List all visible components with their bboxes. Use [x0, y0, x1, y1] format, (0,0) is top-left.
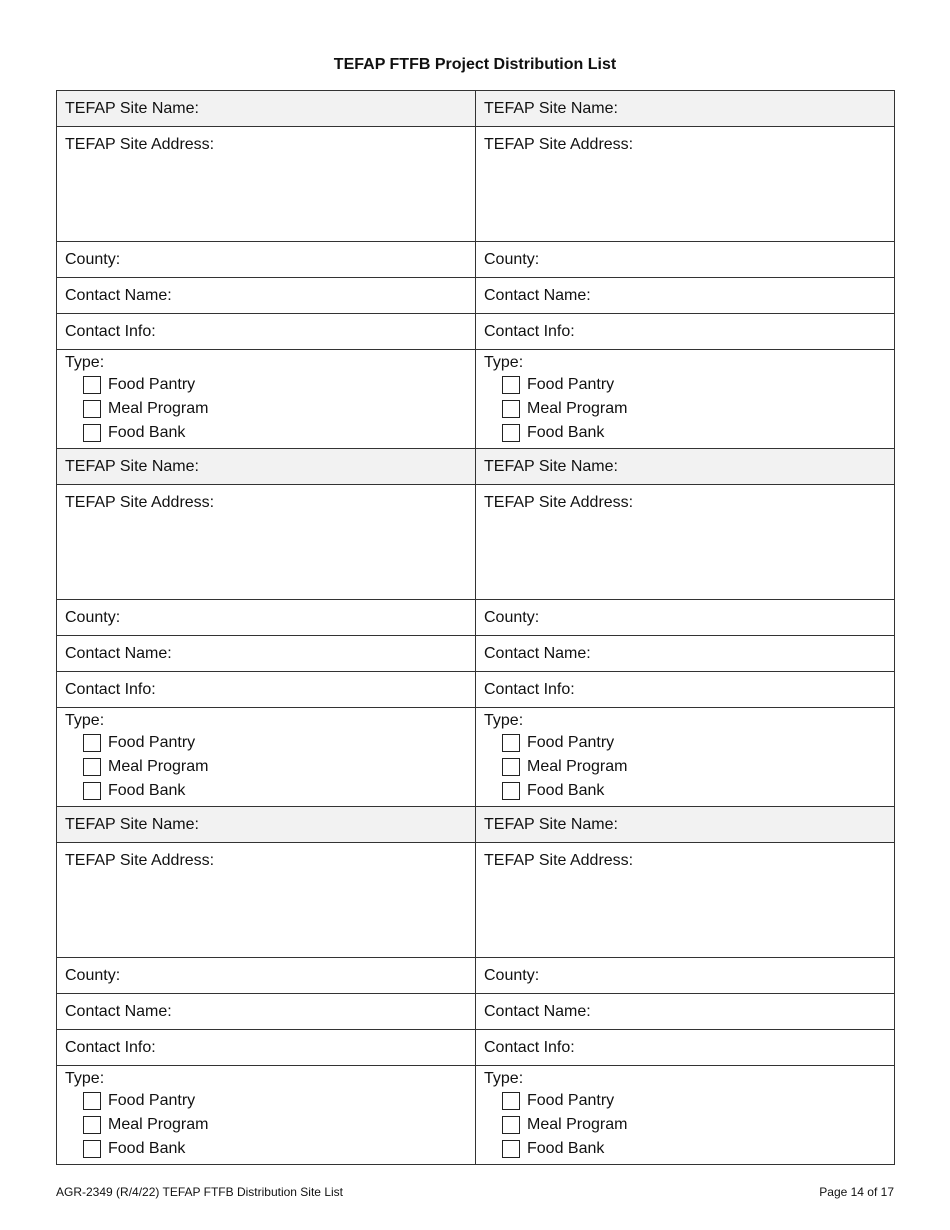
type-row [57, 350, 895, 449]
type-option-meal-program[interactable] [484, 1113, 886, 1137]
type-option-meal-program[interactable] [484, 755, 886, 779]
type-row [57, 1066, 895, 1165]
type-option-meal-program[interactable] [484, 397, 886, 421]
field-label: TEFAP Site Name: [484, 458, 618, 475]
contact-info-field[interactable] [57, 1030, 476, 1066]
contact-name-field[interactable] [476, 278, 895, 314]
food-bank-label: Food Bank [527, 1140, 605, 1157]
distribution-site-table [56, 90, 895, 1165]
county-row [57, 600, 895, 636]
type-option-food-pantry[interactable] [65, 373, 467, 397]
type-option-food-bank[interactable] [484, 1137, 886, 1161]
field-label: Contact Name: [65, 1003, 172, 1020]
field-label: Contact Info: [65, 1039, 156, 1056]
meal-program-label: Meal Program [527, 400, 628, 417]
site-name-row [57, 91, 895, 127]
field-label: County: [484, 967, 540, 984]
food-pantry-checkbox[interactable] [83, 1092, 101, 1110]
site-name-row [57, 807, 895, 843]
field-label: TEFAP Site Address: [484, 852, 634, 869]
county-field[interactable] [57, 600, 476, 636]
type-option-food-pantry[interactable] [484, 1089, 886, 1113]
field-label: TEFAP Site Name: [65, 816, 199, 833]
contact-name-field[interactable] [476, 994, 895, 1030]
food-pantry-checkbox[interactable] [83, 376, 101, 394]
site-address-row [57, 843, 895, 958]
type-label: Type: [484, 354, 524, 371]
contact-name-field[interactable] [57, 994, 476, 1030]
site-address-field[interactable] [476, 127, 895, 242]
contact-info-field[interactable] [57, 672, 476, 708]
county-field[interactable] [57, 958, 476, 994]
type-option-food-bank[interactable] [65, 1137, 467, 1161]
contact-info-field[interactable] [476, 672, 895, 708]
type-option-food-bank[interactable] [484, 421, 886, 445]
meal-program-checkbox[interactable] [83, 758, 101, 776]
food-bank-checkbox[interactable] [83, 782, 101, 800]
type-label: Type: [484, 712, 524, 729]
food-pantry-label: Food Pantry [108, 734, 196, 751]
site-name-field[interactable] [57, 807, 476, 843]
meal-program-checkbox[interactable] [502, 758, 520, 776]
meal-program-checkbox[interactable] [502, 1116, 520, 1134]
site-address-field[interactable] [57, 485, 476, 600]
meal-program-label: Meal Program [108, 400, 209, 417]
food-pantry-label: Food Pantry [527, 1092, 615, 1109]
field-label: County: [65, 609, 121, 626]
site-address-row [57, 127, 895, 242]
type-label: Type: [65, 712, 105, 729]
field-label: TEFAP Site Address: [484, 494, 634, 511]
field-label: TEFAP Site Address: [65, 136, 215, 153]
contact-name-field[interactable] [57, 636, 476, 672]
county-field[interactable] [476, 600, 895, 636]
food-bank-checkbox[interactable] [83, 424, 101, 442]
county-field[interactable] [476, 958, 895, 994]
page-number: Page 14 of 17 [819, 1185, 894, 1199]
food-bank-checkbox[interactable] [502, 1140, 520, 1158]
food-bank-checkbox[interactable] [83, 1140, 101, 1158]
field-label: Contact Name: [65, 645, 172, 662]
type-option-food-bank[interactable] [65, 779, 467, 803]
county-field[interactable] [476, 242, 895, 278]
food-pantry-checkbox[interactable] [502, 734, 520, 752]
food-pantry-label: Food Pantry [527, 376, 615, 393]
field-label: Contact Name: [484, 645, 591, 662]
food-bank-label: Food Bank [527, 782, 605, 799]
field-label: Contact Name: [484, 1003, 591, 1020]
meal-program-checkbox[interactable] [502, 400, 520, 418]
contact-info-field[interactable] [57, 314, 476, 350]
type-option-meal-program[interactable] [65, 755, 467, 779]
food-pantry-checkbox[interactable] [83, 734, 101, 752]
meal-program-label: Meal Program [527, 1116, 628, 1133]
food-pantry-checkbox[interactable] [502, 1092, 520, 1110]
field-label: Contact Info: [65, 681, 156, 698]
type-option-food-pantry[interactable] [484, 373, 886, 397]
site-address-row [57, 485, 895, 600]
food-bank-label: Food Bank [527, 424, 605, 441]
type-row [57, 708, 895, 807]
site-name-row [57, 449, 895, 485]
type-field [57, 350, 476, 449]
type-label: Type: [65, 1070, 105, 1087]
food-pantry-label: Food Pantry [527, 734, 615, 751]
type-field [57, 708, 476, 807]
site-address-field[interactable] [476, 843, 895, 958]
food-pantry-label: Food Pantry [108, 376, 196, 393]
field-label: TEFAP Site Name: [484, 816, 618, 833]
field-label: TEFAP Site Address: [65, 494, 215, 511]
site-address-field[interactable] [57, 843, 476, 958]
site-name-field[interactable] [476, 449, 895, 485]
field-label: County: [65, 251, 121, 268]
meal-program-label: Meal Program [108, 1116, 209, 1133]
site-name-field[interactable] [57, 91, 476, 127]
page-title: TEFAP FTFB Project Distribution List [333, 56, 617, 73]
site-name-field[interactable] [476, 807, 895, 843]
type-option-food-pantry[interactable] [65, 731, 467, 755]
contact-info-field[interactable] [476, 1030, 895, 1066]
field-label: TEFAP Site Address: [484, 136, 634, 153]
county-row [57, 242, 895, 278]
field-label: Contact Name: [65, 287, 172, 304]
food-pantry-checkbox[interactable] [502, 376, 520, 394]
field-label: Contact Info: [484, 681, 575, 698]
contact-name-field[interactable] [57, 278, 476, 314]
field-label: TEFAP Site Address: [65, 852, 215, 869]
contact-name-row [57, 636, 895, 672]
contact-info-row [57, 672, 895, 708]
form-id-footer: AGR-2349 (R/4/22) TEFAP FTFB Distribution Site List [56, 1185, 343, 1199]
type-label: Type: [484, 1070, 524, 1087]
field-label: TEFAP Site Name: [484, 100, 618, 117]
field-label: County: [65, 967, 121, 984]
contact-name-row [57, 994, 895, 1030]
field-label: Contact Info: [484, 323, 575, 340]
food-bank-label: Food Bank [108, 782, 186, 799]
type-option-meal-program[interactable] [65, 1113, 467, 1137]
meal-program-checkbox[interactable] [83, 1116, 101, 1134]
meal-program-checkbox[interactable] [83, 400, 101, 418]
food-bank-label: Food Bank [108, 424, 186, 441]
type-field [57, 1066, 476, 1165]
county-field[interactable] [57, 242, 476, 278]
type-option-food-pantry[interactable] [484, 731, 886, 755]
meal-program-label: Meal Program [527, 758, 628, 775]
contact-name-field[interactable] [476, 636, 895, 672]
food-bank-checkbox[interactable] [502, 782, 520, 800]
field-label: Contact Info: [484, 1039, 575, 1056]
food-bank-label: Food Bank [108, 1140, 186, 1157]
site-address-field[interactable] [476, 485, 895, 600]
county-row [57, 958, 895, 994]
site-name-field[interactable] [57, 449, 476, 485]
field-label: County: [484, 609, 540, 626]
field-label: Contact Info: [65, 323, 156, 340]
contact-name-row [57, 278, 895, 314]
type-field [476, 350, 895, 449]
type-option-meal-program[interactable] [65, 397, 467, 421]
field-label: TEFAP Site Name: [65, 458, 199, 475]
field-label: Contact Name: [484, 287, 591, 304]
site-address-field[interactable] [57, 127, 476, 242]
food-bank-checkbox[interactable] [502, 424, 520, 442]
type-label: Type: [65, 354, 105, 371]
field-label: TEFAP Site Name: [65, 100, 199, 117]
type-option-food-bank[interactable] [65, 421, 467, 445]
contact-info-row [57, 1030, 895, 1066]
meal-program-label: Meal Program [108, 758, 209, 775]
type-option-food-bank[interactable] [484, 779, 886, 803]
contact-info-row [57, 314, 895, 350]
type-option-food-pantry[interactable] [65, 1089, 467, 1113]
type-field [476, 708, 895, 807]
type-field [476, 1066, 895, 1165]
food-pantry-label: Food Pantry [108, 1092, 196, 1109]
contact-info-field[interactable] [476, 314, 895, 350]
field-label: County: [484, 251, 540, 268]
site-name-field[interactable] [476, 91, 895, 127]
